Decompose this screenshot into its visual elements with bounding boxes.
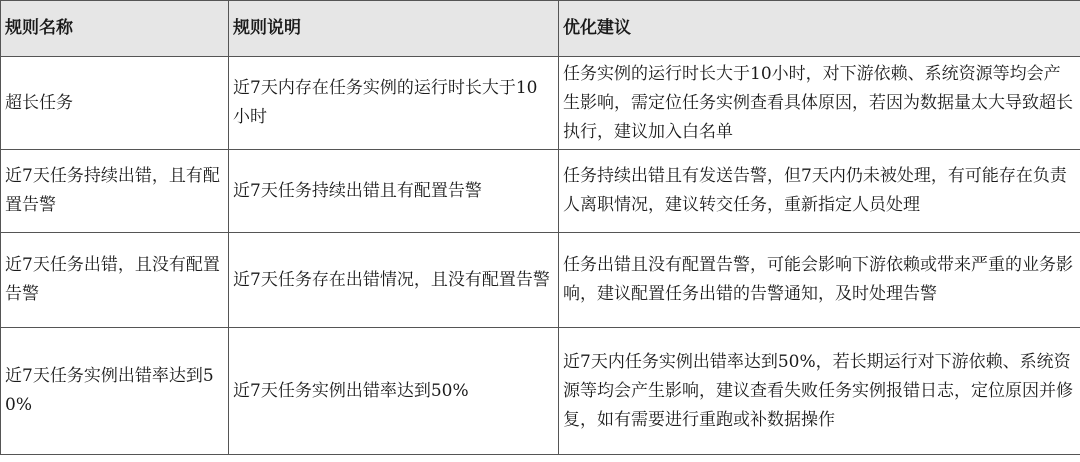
rule-desc-cell: 近7天任务实例出错率达到50% bbox=[229, 328, 559, 455]
rule-desc-cell: 近7天任务存在出错情况，且没有配置告警 bbox=[229, 233, 559, 328]
advice-cell: 任务实例的运行时长大于10小时，对下游依赖、系统资源等均会产生影响，需定位任务实例查看具体原因，若因为数据量太大导致超长执行，建议加入白名单 bbox=[559, 57, 1080, 150]
header-rule-desc: 规则说明 bbox=[229, 1, 559, 57]
rule-desc-cell: 近7天内存在任务实例的运行时长大于10小时 bbox=[229, 57, 559, 150]
rule-name-cell: 近7天任务出错，且没有配置告警 bbox=[1, 233, 229, 328]
advice-cell: 任务出错且没有配置告警，可能会影响下游依赖或带来严重的业务影响，建议配置任务出错的告警通知，及时处理告警 bbox=[559, 233, 1080, 328]
rule-name-cell: 近7天任务持续出错，且有配置告警 bbox=[1, 150, 229, 233]
table-row bbox=[1, 150, 1080, 233]
header-row bbox=[1, 1, 1080, 57]
table-row bbox=[1, 233, 1080, 328]
advice-cell: 近7天内任务实例出错率达到50%，若长期运行对下游依赖、系统资源等均会产生影响，建议查看失败任务实例报错日志，定位原因并修复，如有需要进行重跑或补数据操作 bbox=[559, 328, 1080, 455]
table-row bbox=[1, 328, 1080, 455]
header-advice: 优化建议 bbox=[559, 1, 1080, 57]
rule-name-cell: 近7天任务实例出错率达到50% bbox=[1, 328, 229, 455]
header-rule-name: 规则名称 bbox=[1, 1, 229, 57]
rule-desc-cell: 近7天任务持续出错且有配置告警 bbox=[229, 150, 559, 233]
rule-name-cell: 超长任务 bbox=[1, 57, 229, 150]
table-row bbox=[1, 57, 1080, 150]
advice-cell: 任务持续出错且有发送告警，但7天内仍未被处理，有可能存在负责人离职情况，建议转交任务，重新指定人员处理 bbox=[559, 150, 1080, 233]
